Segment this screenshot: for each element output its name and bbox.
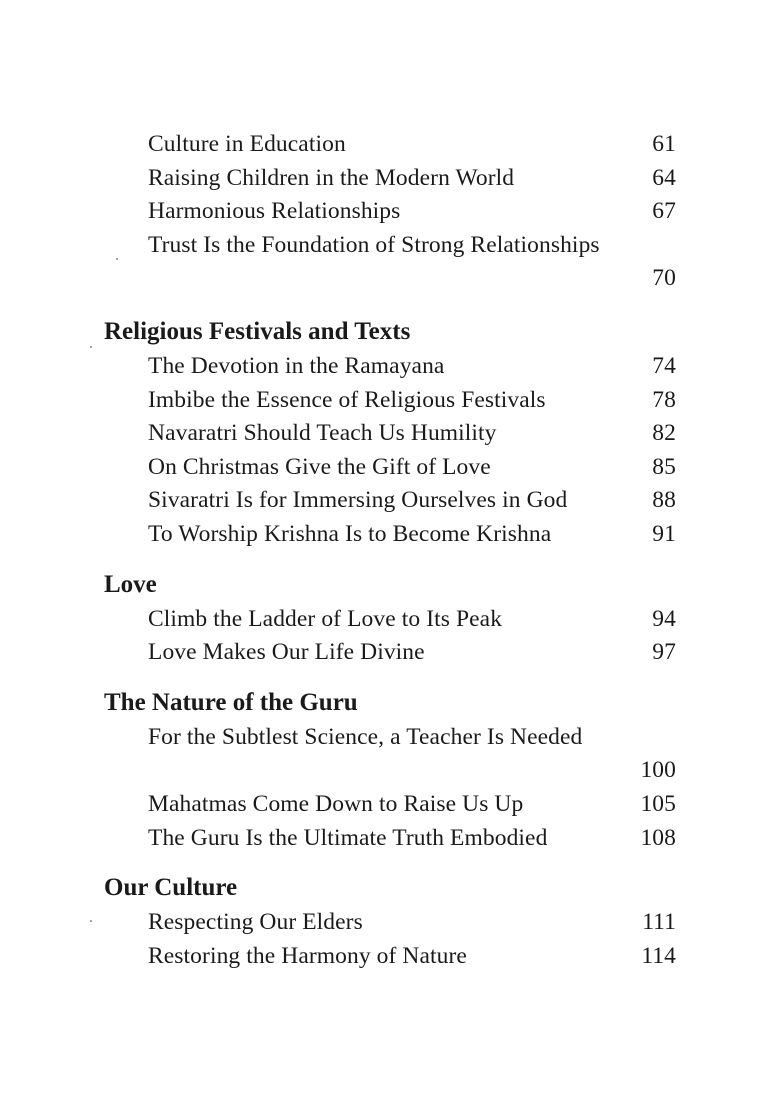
toc-entry-page: 82 <box>652 420 676 447</box>
toc-entry-title: Love Makes Our Life Divine <box>148 639 425 666</box>
toc-entry-subtlest-science[interactable] <box>104 721 676 788</box>
toc-entry-page: 97 <box>652 639 676 666</box>
toc-entry-navaratri[interactable] <box>104 417 676 451</box>
toc-entry-title: Respecting Our Elders <box>148 909 363 936</box>
toc-entry-page: 70 <box>652 265 676 292</box>
toc-entry-title: Imbibe the Essence of Religious Festivals <box>148 386 546 413</box>
toc-entry-sivaratri[interactable] <box>104 484 676 518</box>
toc-entry-worship-krishna[interactable] <box>104 518 676 552</box>
toc-entry-page: 111 <box>642 909 676 936</box>
table-of-contents <box>104 128 676 973</box>
toc-entry-christmas[interactable] <box>104 451 676 485</box>
toc-entry-page: 100 <box>640 757 676 784</box>
toc-entry-page: 88 <box>652 487 676 514</box>
toc-entry-love-divine[interactable] <box>104 636 676 670</box>
toc-entry-page: 108 <box>640 824 676 851</box>
toc-entry-title: Raising Children in the Modern World <box>148 164 515 191</box>
toc-entry-title: For the Subtlest Science, a Teacher Is Needed <box>148 723 583 750</box>
toc-entry-title: On Christmas Give the Gift of Love <box>148 453 491 480</box>
toc-entry-title: Restoring the Harmony of Nature <box>148 942 467 969</box>
toc-entry-title: Culture in Education <box>148 131 346 157</box>
toc-entry-page: 78 <box>652 386 676 413</box>
section-heading-our-culture: Our Culture <box>104 874 238 902</box>
toc-entry-page: 74 <box>652 352 676 379</box>
toc-entry-devotion-ramayana[interactable] <box>104 350 676 384</box>
toc-entry-page: 61 <box>652 131 676 157</box>
toc-entry-title: Climb the Ladder of Love to Its Peak <box>148 605 503 632</box>
page-speck <box>90 920 92 922</box>
toc-entry-harmony-of-nature[interactable] <box>104 940 676 974</box>
toc-entry-page: 114 <box>641 942 676 969</box>
toc-entry-culture-in-education[interactable] <box>104 128 676 162</box>
toc-entry-respecting-elders[interactable] <box>104 906 676 940</box>
section-heading-religious-festivals: Religious Festivals and Texts <box>104 317 411 345</box>
toc-entry-page: 91 <box>652 520 676 547</box>
toc-entry-title: Sivaratri Is for Immersing Ourselves in God <box>148 487 568 514</box>
toc-entry-page: 94 <box>652 605 676 632</box>
section-heading-love: Love <box>104 570 157 598</box>
toc-entry-title: Harmonious Relationships <box>148 198 401 225</box>
toc-entry-title: The Guru Is the Ultimate Truth Embodied <box>148 824 548 851</box>
page-speck <box>90 346 92 348</box>
toc-entry-title: Trust Is the Foundation of Strong Relationships <box>148 231 600 258</box>
toc-entry-title: To Worship Krishna Is to Become Krishna <box>148 520 552 547</box>
toc-entry-title: Navaratri Should Teach Us Humility <box>148 420 497 447</box>
toc-entry-title: Mahatmas Come Down to Raise Us Up <box>148 790 524 817</box>
toc-entry-page: 85 <box>652 453 676 480</box>
toc-entry-ladder-of-love[interactable] <box>104 603 676 637</box>
section-heading-nature-of-guru: The Nature of the Guru <box>104 688 358 716</box>
toc-entry-mahatmas[interactable] <box>104 788 676 822</box>
toc-entry-page: 105 <box>640 790 676 817</box>
toc-entry-page: 67 <box>652 198 676 225</box>
toc-entry-trust-foundation[interactable] <box>104 229 676 296</box>
toc-entry-guru-ultimate-truth[interactable] <box>104 822 676 856</box>
toc-entry-page: 64 <box>652 164 676 191</box>
toc-entry-raising-children[interactable] <box>104 162 676 196</box>
toc-entry-harmonious-relationships[interactable] <box>104 195 676 229</box>
toc-entry-title: The Devotion in the Ramayana <box>148 352 445 379</box>
toc-entry-imbibe-essence[interactable] <box>104 384 676 418</box>
